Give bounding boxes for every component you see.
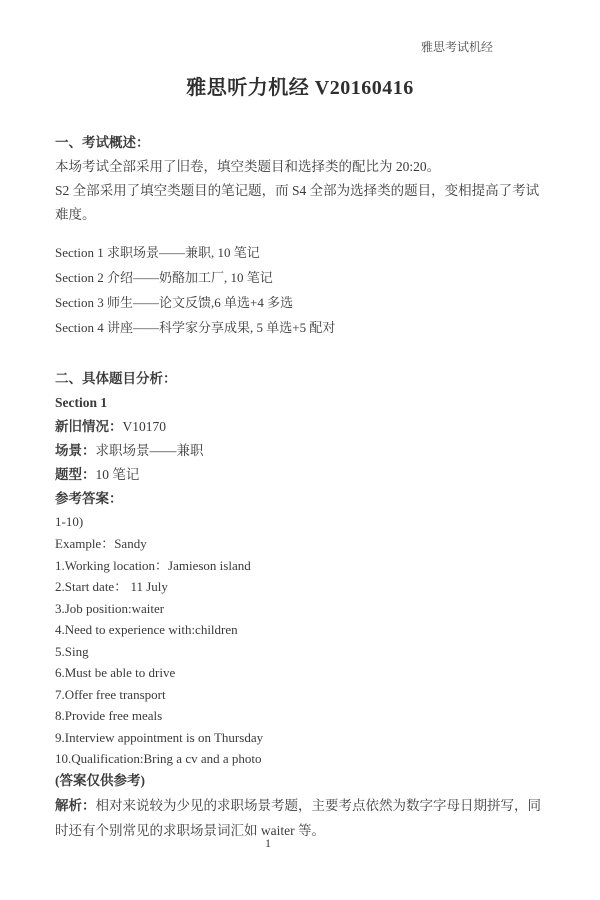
detail-value: 10 笔记 — [95, 467, 140, 482]
answer-item-3: 3.Job position:waiter — [55, 600, 165, 616]
overview-paragraph-1: 本场考试全部采用了旧卷，填空类题目和选择类的配比为 20:20。 — [55, 159, 441, 174]
page-number: 1 — [265, 836, 271, 850]
overview-paragraph-2: S2 全部采用了填空类题目的笔记题，而 S4 全部为选择类的题目，变相提高了考试难度。 — [55, 183, 540, 222]
section-summary-item: Section 3 师生——论文反馈,6 单选+4 多选 — [55, 295, 294, 310]
analysis-heading: 二、具体题目分析： — [55, 371, 177, 386]
section-summary-item: Section 2 介绍——奶酪加工厂, 10 笔记 — [55, 270, 273, 285]
answer-item-4: 4.Need to experience with:children — [55, 622, 238, 637]
answer-item-9: 9.Interview appointment is on Thursday — [55, 729, 264, 745]
section-summary-item: Section 4 讲座——科学家分享成果, 5 单选+5 配对 — [55, 320, 336, 335]
answer-item-7: 7.Offer free transport — [55, 686, 166, 702]
answer-item-5: 5.Sing — [55, 643, 89, 659]
section-summary-item: Section 1 求职场景——兼职, 10 笔记 — [55, 245, 260, 260]
document-title: 雅思听力机经 V20160416 — [186, 77, 414, 99]
explanation-text: 相对来说较为少见的求职场景考题，主要考点依然为数字字母日期拼写，同时还有个别常见的求职场景词汇如 waiter 等。 — [55, 797, 541, 838]
detail-line-scene — [55, 439, 545, 463]
detail-label: 题型： — [55, 467, 96, 482]
detail-label: 场景： — [55, 443, 96, 458]
answer-item-10: 10.Qualification:Bring a cv and a photo — [55, 751, 262, 766]
detail-value: 求职场景——兼职 — [95, 443, 204, 458]
answers-disclaimer-note: (答案仅供参考) — [55, 772, 145, 788]
overview-heading: 一、考试概述： — [55, 135, 150, 150]
explanation-label: 解析： — [55, 797, 96, 813]
analysis-section-title: Section 1 — [55, 395, 108, 410]
answers-range: 1-10) — [55, 514, 84, 529]
answer-item-6: 6.Must be able to drive — [55, 665, 176, 680]
answer-item-example: Example：Sandy — [55, 536, 147, 551]
explanation-paragraph — [55, 793, 545, 843]
answer-item-1: 1.Working location：Jamieson island — [55, 557, 251, 573]
detail-value: V10170 — [122, 419, 166, 434]
detail-label: 新旧情况： — [55, 419, 123, 434]
answers-list — [55, 533, 545, 770]
answer-item-2: 2.Start date： 11 July — [55, 579, 168, 594]
detail-line-reference-answers — [55, 487, 545, 511]
detail-line-version — [55, 415, 545, 439]
detail-label: 参考答案： — [55, 491, 123, 506]
page-header-right: 雅思考试机经 — [420, 40, 493, 54]
section-summary-list — [55, 240, 545, 340]
detail-line-question-type — [55, 463, 545, 487]
answer-item-8: 8.Provide free meals — [55, 708, 163, 723]
